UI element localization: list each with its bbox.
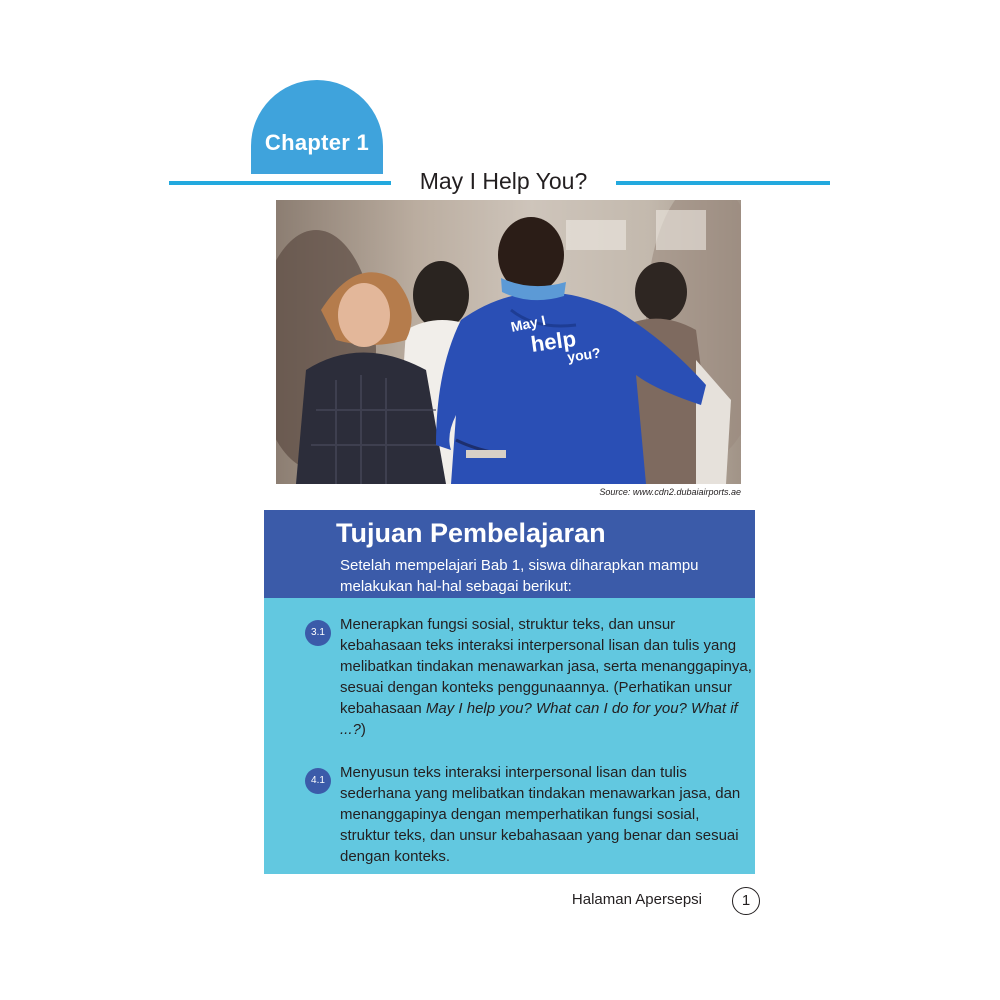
shirt-text-line3: you?: [566, 344, 602, 365]
objective-item-text: Menyusun teks interaksi interpersonal lisan dan tulis sederhana yang melibatkan tindakan menawarkan jasa, dan menanggapinya dengan memperhatikan fungsi sosial, struktur teks, dan unsur kebahasaan yang benar dan sesuai dengan konteks.: [340, 764, 741, 865]
chapter-title: May I Help You?: [419, 168, 588, 194]
objective-number-badge: 3.1: [305, 620, 331, 646]
footer-label: Halaman Apersepsi: [571, 891, 702, 908]
shirt-text-line1: May I: [509, 312, 547, 335]
chapter-tab: [251, 80, 383, 174]
title-rule-left: [169, 181, 391, 185]
chapter-photo: [276, 200, 741, 484]
objective-item: [340, 614, 752, 740]
title-rule-right: [616, 181, 830, 185]
objective-item-emphasis: May I help you? What can I do for you? What if ...?: [340, 700, 738, 738]
objective-item-text: Menerapkan fungsi sosial, struktur teks, dan unsur kebahasaan teks interaksi interpersonal lisan dan tulis yang melibatkan tindakan menawarkan jasa, serta menanggapinya, sesuai dengan konteks penggunaannya. (Perhatikan unsur kebahasaan: [340, 616, 752, 717]
photo-source: Source: www.cdn2.dubaiairports.ae: [599, 487, 741, 497]
objectives-intro: Setelah mempelajari Bab 1, siswa diharapkan mampu melakukan hal-hal sebagai berikut:: [340, 557, 699, 595]
shirt-text-line2: help: [529, 325, 578, 357]
objectives-title: Tujuan Pembelajaran: [336, 518, 606, 548]
chapter-label: Chapter 1: [264, 130, 370, 155]
objective-item-closing: ): [360, 721, 366, 738]
photo-illustration: [276, 200, 741, 484]
page-number: 1: [732, 887, 760, 915]
objective-number-badge: 4.1: [305, 768, 331, 794]
